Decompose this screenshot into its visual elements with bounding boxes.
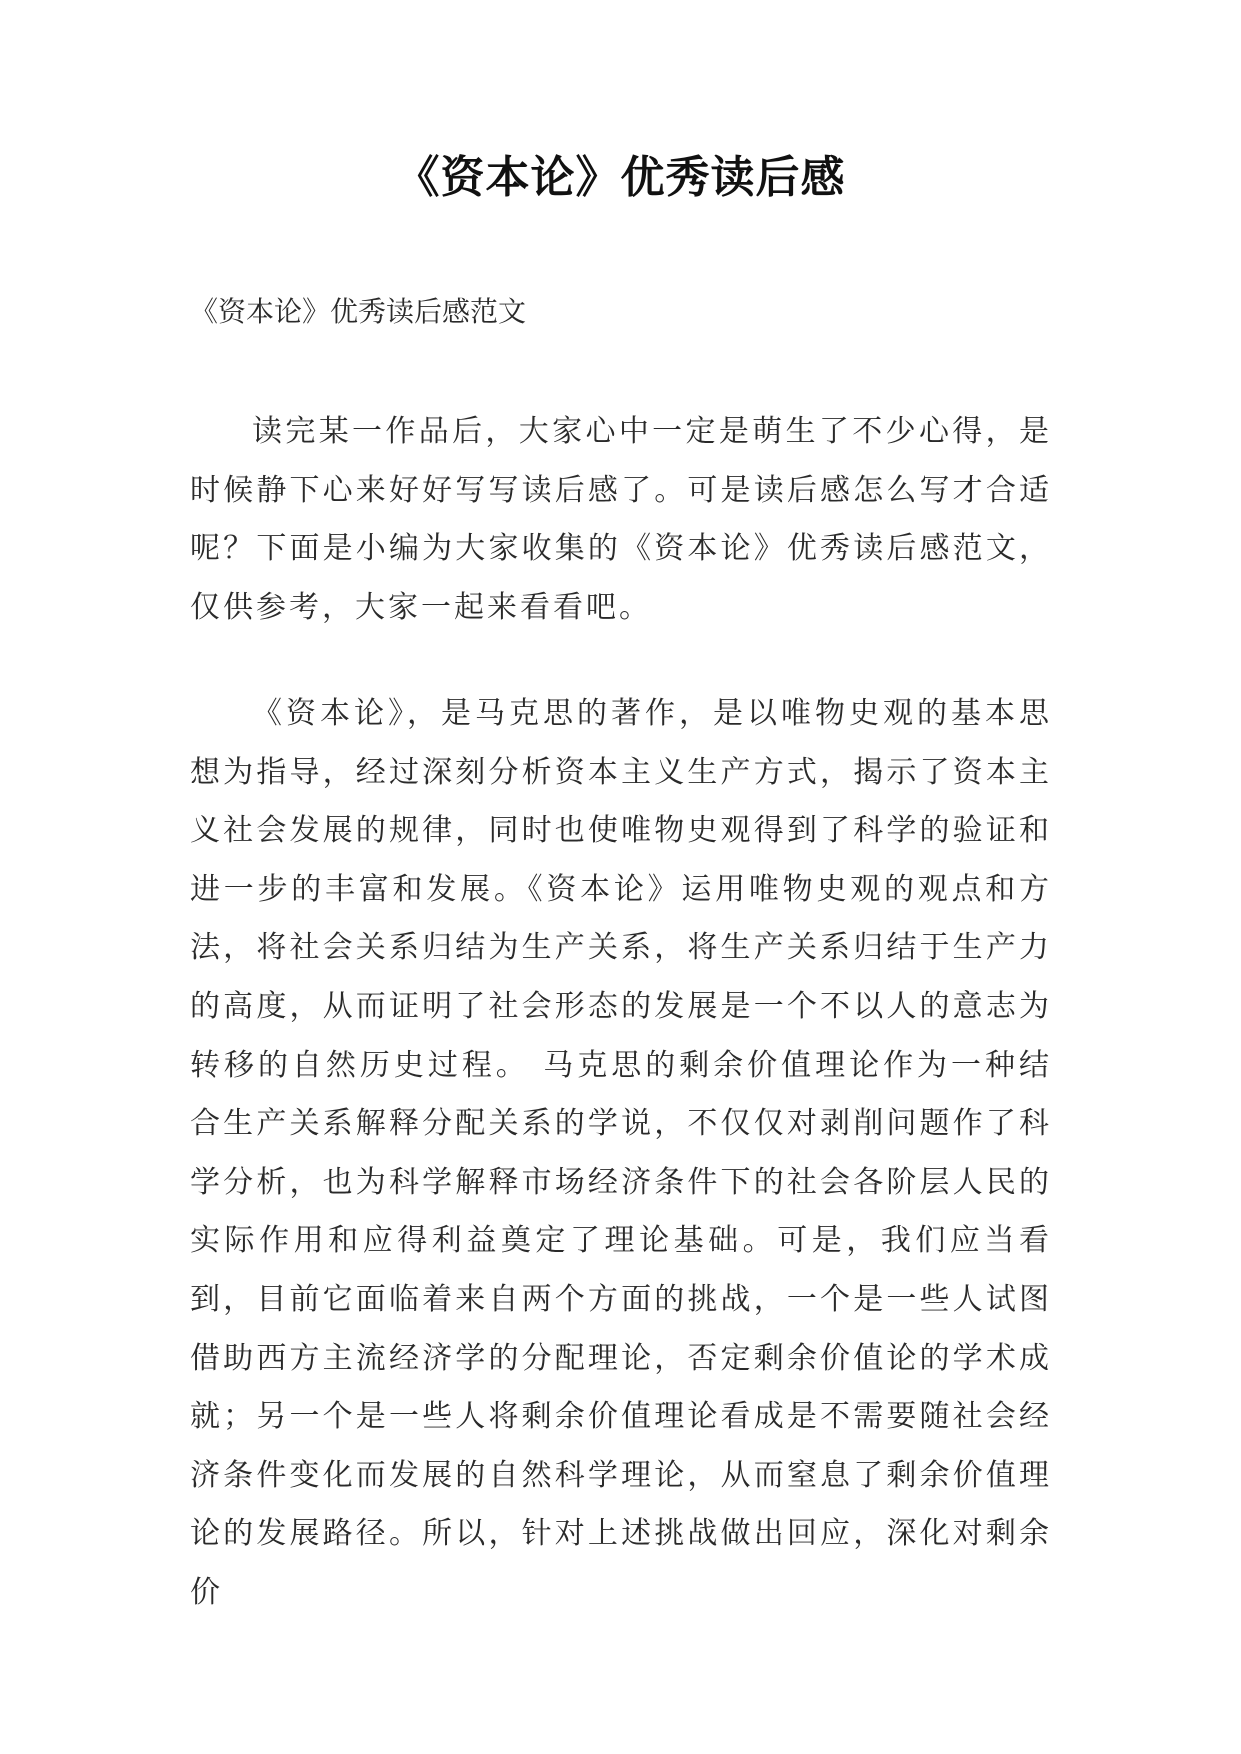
paragraph-intro: 读完某一作品后，大家心中一定是萌生了不少心得，是时候静下心来好好写写读后感了。可是读后感怎么写才合适呢？下面是小编为大家收集的《资本论》优秀读后感范文，仅供参考，大家一起来看看吧。 [190, 414, 1052, 625]
document-subtitle: 《资本论》优秀读后感范文 [190, 295, 527, 328]
document-title: 《资本论》优秀读后感 [395, 152, 846, 203]
paragraph-body: 《资本论》，是马克思的著作，是以唯物史观的基本思想为指导，经过深刻分析资本主义生产方式，揭示了资本主义社会发展的规律，同时也使唯物史观得到了科学的验证和进一步的丰富和发展。《资本论》运用唯物史观的观点和方法，将社会关系归结为生产关系，将生产关系归结于生产力的高度，从而证明了社会形态的发展是一个不以人的意志为转移的自然历史过程。 马克思的剩余价值理论作为一种结合生产关系解释分配关系的学说，不仅仅对剥削问题作了科学分析，也为科学解释市场经济条件下的社会各阶层人民的实际作用和应得利益奠定了理论基础。可是，我们应当看到，目前它面临着来自两个方面的挑战，一个是一些人试图借助西方主流经济学的分配理论，否定剩余价值论的学术成就；另一个是一些人将剩余价值理论看成是不需要随社会经济条件变化而发展的自然科学理论，从而窒息了剩余价值理论的发展路径。所以，针对上述挑战做出回应，深化对剩余价 [190, 696, 1052, 1610]
